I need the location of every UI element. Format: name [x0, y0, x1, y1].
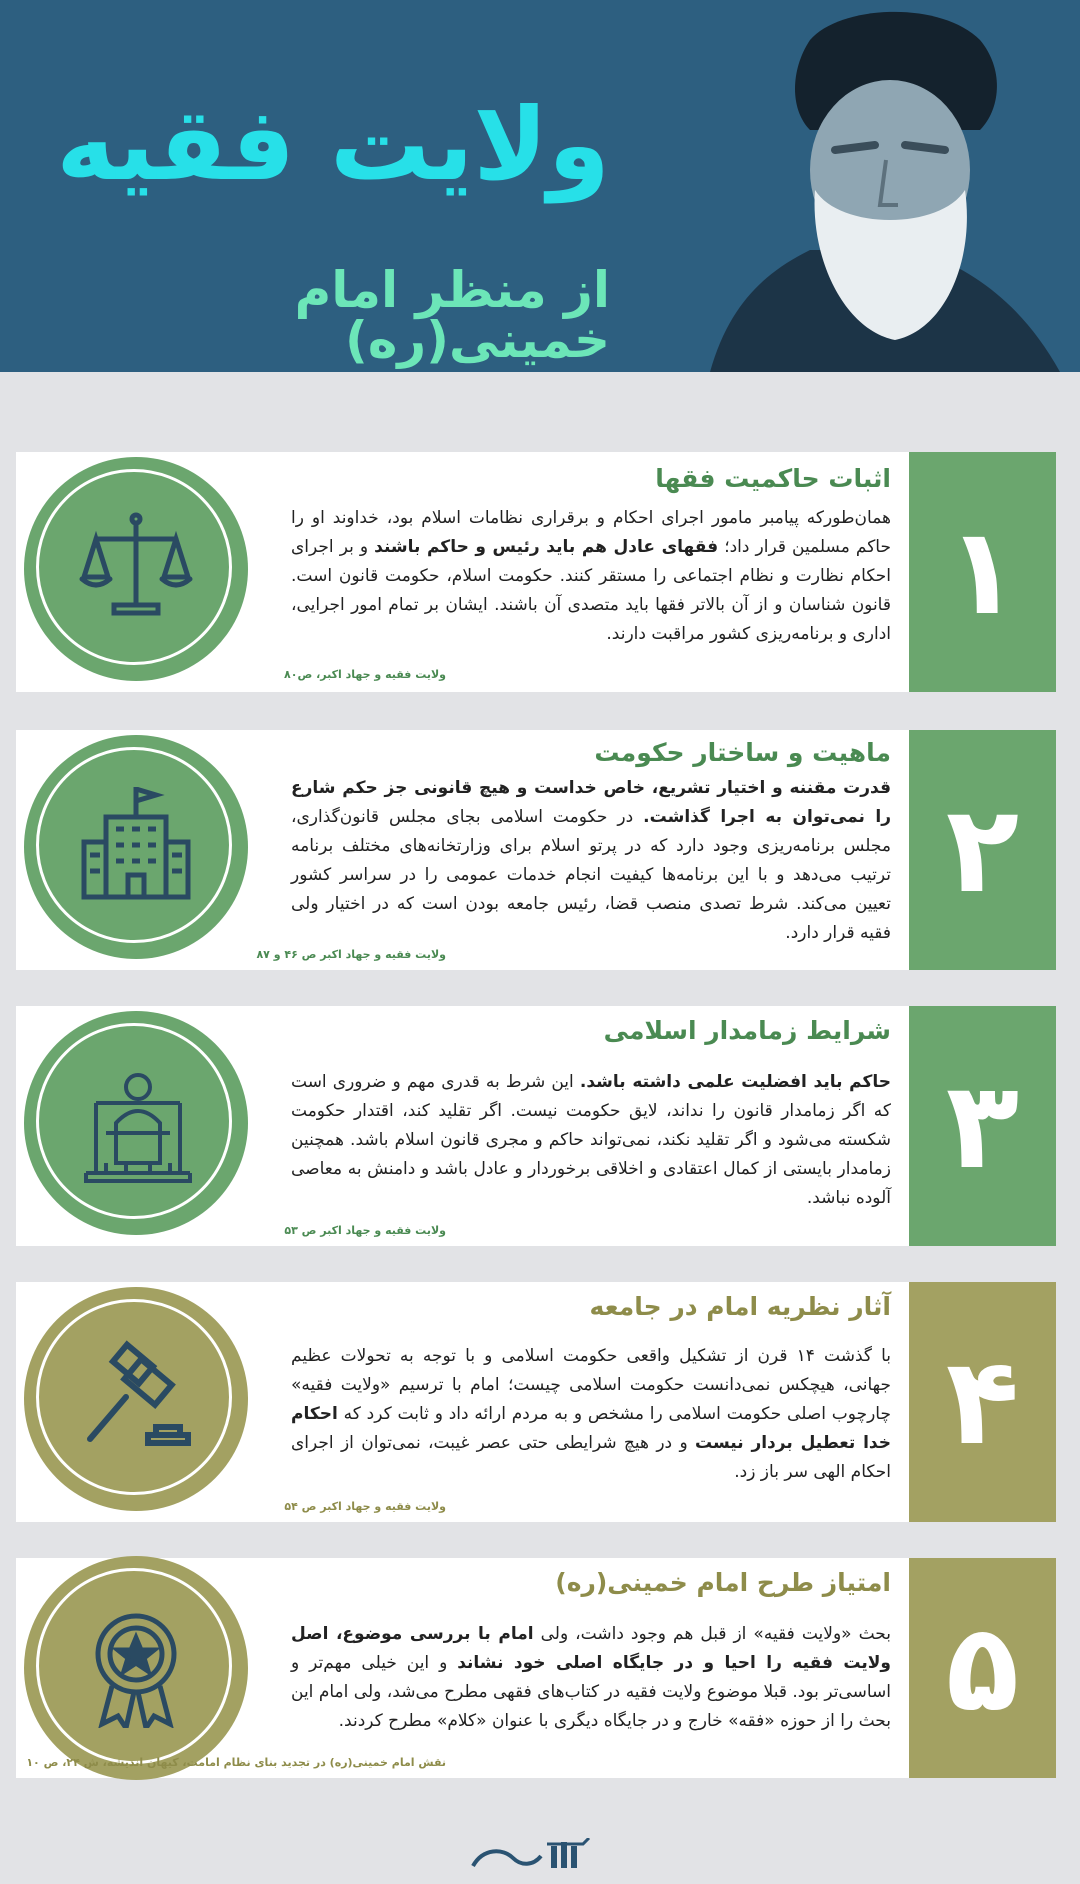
card-body-text: [291, 1068, 891, 1213]
info-card: [16, 452, 1056, 692]
card-title: آثار نظریه امام در جامعه: [589, 1292, 891, 1321]
icon-circle: [24, 735, 248, 959]
text-segment: با گذشت ۱۴ قرن از تشکیل واقعی حکومت اسلامی و با توجه به تحولات عظیم جهانی، هیچکس نمی‌دانست حکومت اسلامی چیست؛ امام با ترسیم «ولایت فقیه» چارچوب اصلی حکومت اسلامی را مشخص و به مردم ارائه داد و ثابت کرد که: [291, 1346, 891, 1424]
icon-circle: [24, 1556, 248, 1780]
card-source: ولایت فقیه و جهاد اکبر ص ۵۴: [284, 1500, 446, 1513]
info-card: [16, 1282, 1056, 1522]
text-segment: و این خیلی مهم‌تر و اساسی‌تر بود. قبلا موضوع ولایت فقیه در کتاب‌های فقهی مطرح می‌شد، ولی امام این بحث را از حوزه «فقه» خارج و در جایگاه دیگری با عنوان «کلام» مطرح کردند.: [291, 1653, 891, 1731]
card-title: شرایط زمامدار اسلامی: [603, 1016, 891, 1045]
card-source: ولایت فقیه و جهاد اکبر ص ۴۶ و ۸۷: [256, 948, 446, 961]
card-source: ولایت فقیه و جهاد اکبر، ص۸۰: [284, 668, 446, 681]
bold-text-segment: احکام خدا تعطیل بردار نیست: [291, 1404, 891, 1453]
icon-circle: [24, 457, 248, 681]
info-card: [16, 1558, 1056, 1778]
info-card: [16, 1006, 1056, 1246]
card-source: ولایت فقیه و جهاد اکبر ص ۵۳: [284, 1224, 446, 1237]
icon-circle: [24, 1011, 248, 1235]
government-building-icon: [76, 787, 196, 907]
card-body-text: [291, 1620, 891, 1736]
info-card: [16, 730, 1056, 970]
news-agency-logo: [463, 1838, 603, 1874]
number-box: [909, 1282, 1056, 1522]
card-body-text: [291, 504, 891, 649]
icon-circle: [24, 1287, 248, 1511]
page-subtitle: از منظر امام خمینی(ره): [294, 261, 610, 369]
card-body-text: [291, 1342, 891, 1487]
page-title: ولایت فقیه: [56, 86, 610, 203]
text-segment: بحث «ولایت فقیه» از قبل هم وجود داشت، ولی: [533, 1624, 891, 1644]
gavel-icon: [76, 1339, 196, 1459]
number-box: [909, 730, 1056, 970]
card-number: ۱: [945, 502, 1020, 642]
number-box: [909, 1558, 1056, 1778]
card-source: نقش امام خمینی(ره) در تجدید بنای نظام امامت، کیهان اندیشه، ش ۲۴، ص ۱۰: [26, 1756, 446, 1769]
card-title: اثبات حاکمیت فقها: [655, 464, 891, 493]
card-title: ماهیت و ساختار حکومت: [594, 738, 891, 767]
bold-text-segment: حاکم باید افضلیت علمی داشته باشد.: [579, 1072, 891, 1092]
text-segment: همان‌طورکه پیامبر مامور اجرای احکام و برقراری نظامات اسلام بود، خداوند او را حاکم مسلمین قرار داد؛: [291, 508, 891, 557]
bold-text-segment: قدرت مقننه و اختیار تشریع، خاص خداست و هیچ قانونی جز حکم شارع را نمی‌توان به اجرا گذاشت.: [291, 778, 891, 827]
card-number: ۳: [945, 1056, 1020, 1196]
card-title: امتیاز طرح امام خمینی(ره): [555, 1568, 891, 1597]
portrait-image: [640, 0, 1080, 372]
text-segment: و بر اجرای احکام نظارت و نظام اجتماعی را مستقر کنند. حکومت اسلام، حکومت قانون است. قانون شناسان و از آن بالاتر فقها باید متصدی آن باشند. ایشان بر تمام امور اجرایی، اداری و برنامه‌ریزی کشور مراقبت دارند.: [291, 537, 891, 644]
bold-text-segment: فقهای عادل هم باید رئیس و حاکم باشند: [374, 537, 719, 557]
number-box: [909, 452, 1056, 692]
bold-text-segment: امام با بررسی موضوع، اصل ولایت فقیه را احیا و در جایگاه اصلی خود نشاند: [291, 1624, 892, 1673]
card-body-text: [291, 774, 891, 948]
card-number: ۵: [945, 1598, 1020, 1738]
award-badge-icon: [76, 1608, 196, 1728]
number-box: [909, 1006, 1056, 1246]
card-number: ۴: [945, 1332, 1020, 1472]
scales-icon: [76, 509, 196, 629]
text-segment: در حکومت اسلامی بجای مجلس قانون‌گذاری، مجلس برنامه‌ریزی وجود دارد که در پرتو اسلام برای وزارتخانه‌های مختلف برنامه ترتیب می‌دهد و با این برنامه‌ها کیفیت انجام خدمات عمومی را در سراسر کشور تعیین می‌کند. شرط تصدی منصب قضا، رئیس جامعه بودن است که در اختیار ولی فقیه قرار دارد.: [291, 807, 891, 943]
header-banner: [0, 0, 1080, 372]
card-number: ۲: [945, 780, 1020, 920]
text-segment: این شرط به قدری مهم و ضروری است که اگر زمامدار قانون را نداند، لایق حکومت نیست. اگر تقلید کند، اقتدار حکومت شکسته می‌شود و اگر تقلید نکند، نمی‌تواند حاکم و مجری قانون اسلام باشد. همچنین زمامدار بایستی از کمال اعتقادی و اخلاقی برخوردار و عادل باشد و دامنش به معاصی آلوده نباشد.: [291, 1072, 891, 1208]
ruler-throne-icon: [76, 1063, 196, 1183]
text-segment: و در هیچ شرایطی حتی عصر غیبت، نمی‌توان از اجرای احکام الهی سر باز زد.: [291, 1433, 891, 1482]
